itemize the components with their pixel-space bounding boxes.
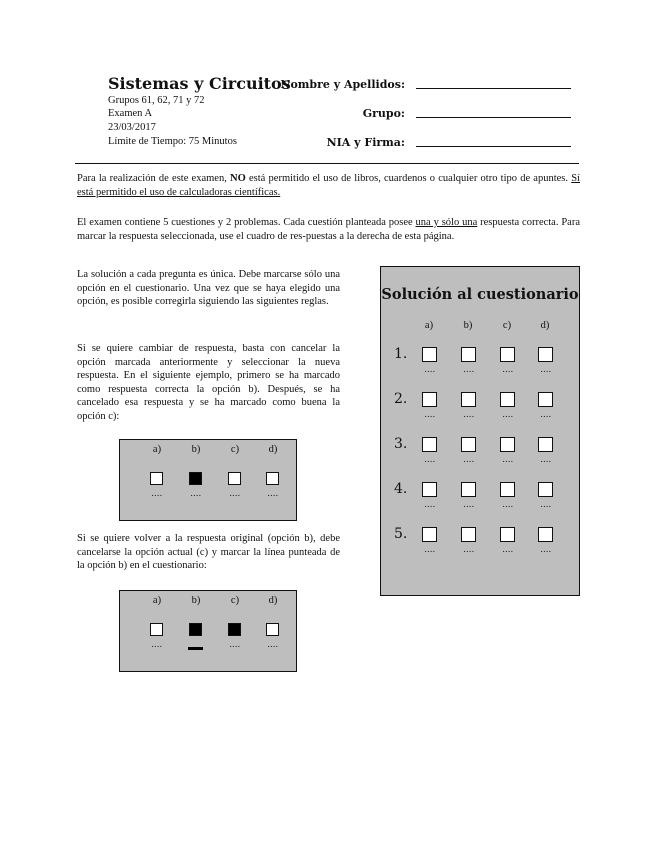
option-header: c) [230,595,240,606]
answer-checkbox[interactable] [538,392,553,407]
dotted-line[interactable]: .... [229,488,241,498]
answer-checkbox[interactable] [461,482,476,497]
dotted-line[interactable]: .... [424,544,436,554]
dotted-line[interactable]: .... [502,364,514,374]
answer-column-header: b) [463,320,473,331]
dotted-line[interactable]: .... [424,499,436,509]
answer-checkbox[interactable] [422,482,437,497]
dotted-line[interactable]: .... [540,409,552,419]
instructions-paragraph-3: La solución a cada pregunta es única. Debe marcarse sólo una opción en el cuestionario. Una vez que se haya elegido una opción, es posible corregirla siguiendo las siguientes reglas. [77,269,340,307]
groups-text: Grupos 61, 62, 71 y 72 [108,95,205,106]
option-header: a) [152,595,162,606]
question-number: 2. [394,391,408,407]
answer-checkbox[interactable] [266,623,279,636]
instructions-paragraph-4: Si se quiere cambiar de respuesta, basta con cancelar la opción marcada anteriormente y seleccionar la nueva respuesta. En el siguiente ejemplo, primero se ha marcado como respuesta correcta la opción b). Después, se ha cancelado esa respuesta y se ha marcado como buena la opción c): [77,343,340,422]
answer-checkbox[interactable] [461,347,476,362]
dotted-line[interactable]: .... [540,364,552,374]
group-field-line[interactable] [416,117,571,118]
answer-checkbox[interactable] [150,472,163,485]
option-header: d) [268,595,278,606]
answer-checkbox[interactable] [189,623,202,636]
nia-label: NIA y Firma: [326,136,405,149]
nia-field-line[interactable] [416,146,571,147]
dotted-line[interactable]: .... [502,544,514,554]
option-header: b) [191,595,201,606]
answer-column-header: d) [540,320,550,331]
exam-variant: Examen A [108,108,153,119]
answer-column-header: a) [424,320,434,331]
dotted-line[interactable]: .... [151,639,163,649]
dotted-line[interactable]: .... [151,488,163,498]
answer-checkbox[interactable] [228,623,241,636]
answer-checkbox[interactable] [538,482,553,497]
answer-checkbox[interactable] [500,437,515,452]
answer-column-header: c) [502,320,512,331]
question-number: 3. [394,436,408,452]
answer-checkbox[interactable] [150,623,163,636]
answer-checkbox[interactable] [461,437,476,452]
dotted-line[interactable]: .... [463,364,475,374]
name-label: Nombre y Apellidos: [280,78,405,91]
dotted-line[interactable]: .... [229,639,241,649]
answer-checkbox[interactable] [422,347,437,362]
dotted-line[interactable]: .... [502,409,514,419]
time-limit: Límite de Tiempo: 75 Minutos [108,136,237,147]
dotted-line[interactable]: .... [424,364,436,374]
answer-checkbox[interactable] [422,437,437,452]
answer-checkbox[interactable] [189,472,202,485]
dotted-line[interactable]: .... [424,454,436,464]
dotted-line[interactable]: .... [463,544,475,554]
dotted-line[interactable]: .... [540,499,552,509]
dotted-line[interactable]: .... [267,488,279,498]
dotted-line[interactable]: .... [267,639,279,649]
dotted-line[interactable]: .... [463,499,475,509]
dotted-line[interactable]: .... [190,488,202,498]
example-answer-box-1 [119,439,297,521]
answer-sheet-box [380,266,580,596]
exam-date: 23/03/2017 [108,122,156,133]
course-title: Sistemas y Circuitos [108,74,291,93]
answer-checkbox[interactable] [228,472,241,485]
option-header: d) [268,444,278,455]
instructions-paragraph-1: Para la realización de este examen, NO está permitido el uso de libros, cuardenos o cualquier otro tipo de apuntes. Sí está permitido el uso de calculadoras científicas. [77,173,580,198]
dotted-line[interactable]: .... [540,454,552,464]
header-divider [75,163,579,164]
question-number: 5. [394,526,408,542]
instructions-paragraph-2: El examen contiene 5 cuestiones y 2 problemas. Cada cuestión planteada posee una y sólo una respuesta correcta. Para marcar la respuesta seleccionada, use el cuadro de res-puestas a la derecha de esta página. [77,217,580,242]
dotted-line[interactable]: .... [502,454,514,464]
answer-checkbox[interactable] [538,437,553,452]
dotted-line[interactable]: .... [463,409,475,419]
answer-checkbox[interactable] [422,527,437,542]
answer-checkbox[interactable] [538,527,553,542]
answer-checkbox[interactable] [538,347,553,362]
dotted-line[interactable]: .... [463,454,475,464]
answer-checkbox[interactable] [500,527,515,542]
question-number: 1. [394,346,408,362]
answer-checkbox[interactable] [461,392,476,407]
group-label: Grupo: [362,107,405,120]
dotted-line-mark [188,647,203,650]
name-field-line[interactable] [416,88,571,89]
dotted-line[interactable]: .... [424,409,436,419]
example-answer-box-2 [119,590,297,672]
dotted-line[interactable]: .... [502,499,514,509]
answer-checkbox[interactable] [461,527,476,542]
option-header: b) [191,444,201,455]
question-number: 4. [394,481,408,497]
answer-checkbox[interactable] [500,347,515,362]
answer-checkbox[interactable] [500,482,515,497]
answer-sheet-title: Solución al cuestionario [381,286,579,303]
dotted-line[interactable]: .... [540,544,552,554]
option-header: c) [230,444,240,455]
answer-checkbox[interactable] [422,392,437,407]
option-header: a) [152,444,162,455]
instructions-paragraph-5: Si se quiere volver a la respuesta original (opción b), debe cancelarse la opción actual (c) y marcar la línea punteada de la opción b) en el cuestionario: [77,533,340,571]
answer-checkbox[interactable] [266,472,279,485]
answer-checkbox[interactable] [500,392,515,407]
